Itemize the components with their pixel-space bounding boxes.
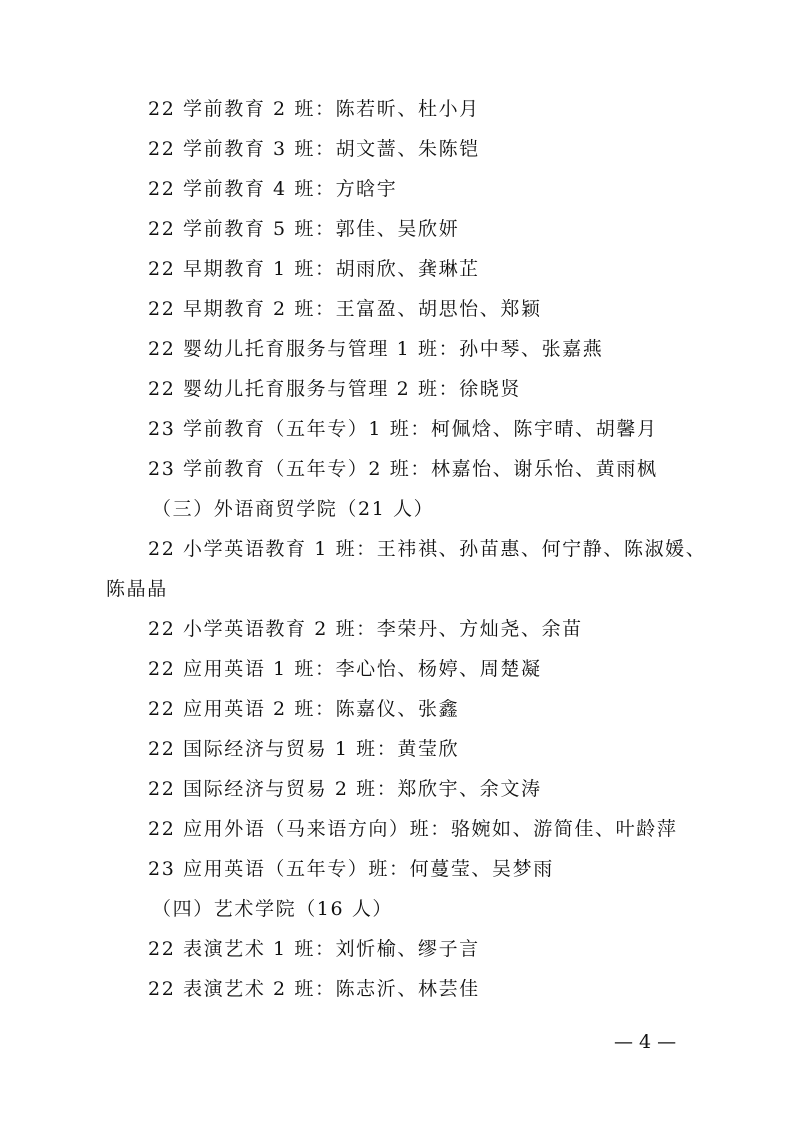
class-line-9: 23 学前教育（五年专）1 班：柯佩焓、陈宇晴、胡馨月 <box>148 418 658 440</box>
class-line-6: 22 早期教育 2 班：王富盈、胡思怡、郑颖 <box>148 298 542 320</box>
class-line-15: 22 国际经济与贸易 1 班：黄莹欣 <box>148 738 460 760</box>
class-line-19: 22 表演艺术 1 班：刘忻榆、缪子言 <box>148 938 480 960</box>
section-heading-art: （四）艺术学院（16 人） <box>152 898 394 920</box>
class-line-16: 22 国际经济与贸易 2 班：郑欣宇、余文涛 <box>148 778 542 800</box>
class-line-4: 22 学前教育 5 班：郭佳、吴欣妍 <box>148 218 460 240</box>
class-line-11-continued: 陈晶晶 <box>106 578 168 600</box>
class-line-14: 22 应用英语 2 班：陈嘉仪、张鑫 <box>148 698 460 720</box>
class-line-8: 22 婴幼儿托育服务与管理 2 班：徐晓贤 <box>148 378 521 400</box>
class-line-7: 22 婴幼儿托育服务与管理 1 班：孙中琴、张嘉燕 <box>148 338 604 360</box>
class-line-10: 23 学前教育（五年专）2 班：林嘉怡、谢乐怡、黄雨枫 <box>148 458 658 480</box>
class-line-20: 22 表演艺术 2 班：陈志沂、林芸佳 <box>148 978 480 1000</box>
class-line-2: 22 学前教育 3 班：胡文蔷、朱陈铠 <box>148 138 480 160</box>
class-line-18: 23 应用英语（五年专）班：何蔓莹、吴梦雨 <box>148 858 554 880</box>
class-line-11: 22 小学英语教育 1 班：王祎祺、孙苗惠、何宁静、陈淑媛、 <box>148 538 707 560</box>
section-heading-foreign-language: （三）外语商贸学院（21 人） <box>152 498 435 520</box>
class-line-17: 22 应用外语（马来语方向）班：骆婉如、游简佳、叶龄萍 <box>148 818 678 840</box>
class-line-1: 22 学前教育 2 班：陈若昕、杜小月 <box>148 98 480 120</box>
class-line-5: 22 早期教育 1 班：胡雨欣、龚琳芷 <box>148 258 480 280</box>
class-line-3: 22 学前教育 4 班：方晗宇 <box>148 178 398 200</box>
class-line-13: 22 应用英语 1 班：李心怡、杨婷、周楚凝 <box>148 658 542 680</box>
class-line-12: 22 小学英语教育 2 班：李荣丹、方灿尧、余苗 <box>148 618 583 640</box>
page-number: — 4 — <box>614 1031 677 1053</box>
